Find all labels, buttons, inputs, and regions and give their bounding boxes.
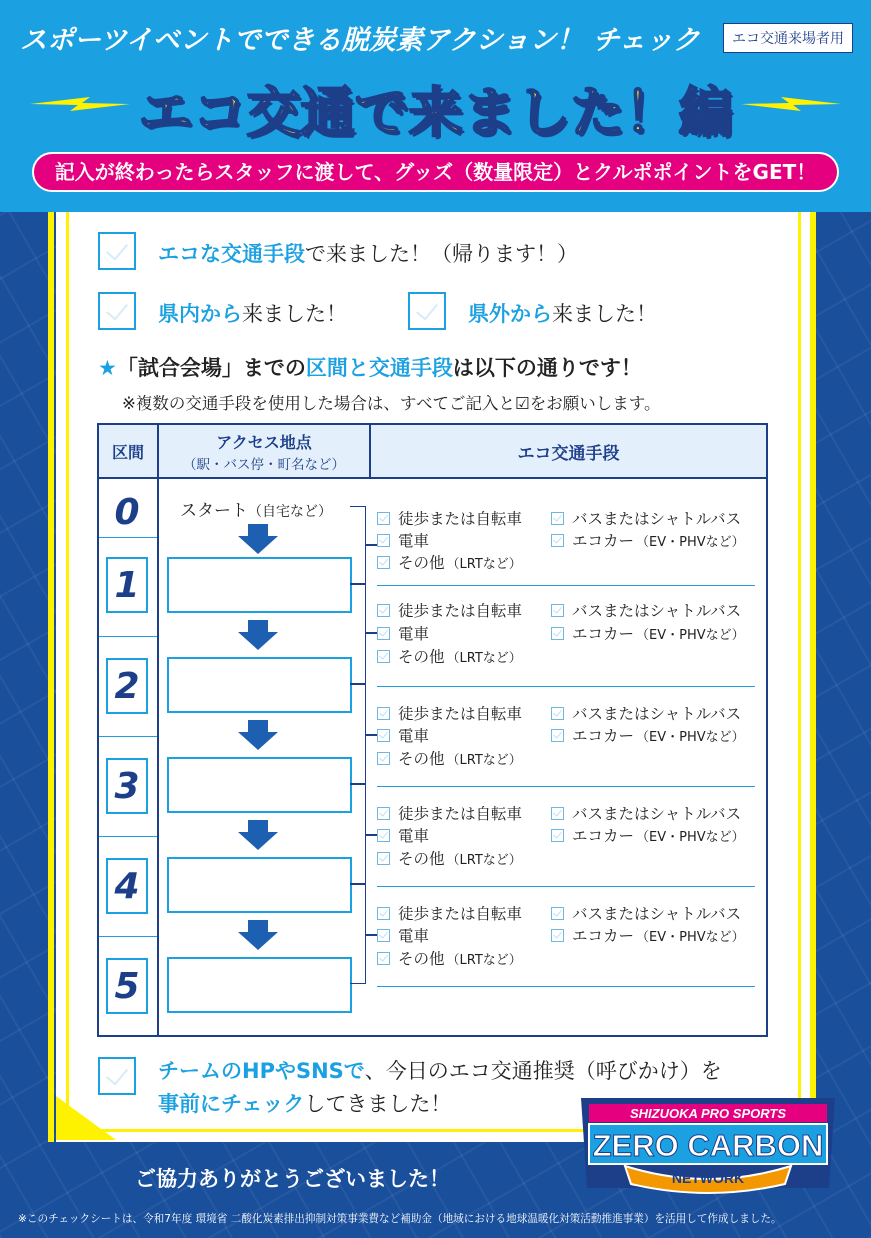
option-separator: [377, 786, 755, 787]
down-arrow-icon: [238, 524, 278, 554]
zero-carbon-network-logo: [575, 1092, 841, 1200]
prior-check-line2: [158, 1088, 451, 1118]
option-label: エコカー: [572, 625, 635, 643]
prior-check-rest2: してきました！: [304, 1092, 452, 1116]
from-outside-rest: 来ました！: [552, 302, 657, 326]
checkbox-icon[interactable]: [551, 512, 564, 525]
section-number-3: 3: [106, 758, 148, 814]
option-train[interactable]: [377, 529, 429, 551]
col-header-access-sub: （駅・バス停・町名など）: [183, 456, 345, 473]
checkbox-icon[interactable]: [551, 729, 564, 742]
bracket-connector: [350, 684, 366, 784]
right-yellow-stripe: [810, 212, 816, 1142]
option-label: その他: [398, 648, 445, 666]
checkbox-icon[interactable]: [377, 807, 390, 820]
option-label: バスまたはシャトルバス: [572, 510, 742, 528]
option-label: 徒歩または自転車: [398, 805, 523, 823]
option-other[interactable]: [377, 847, 522, 869]
col-header-access-main: アクセス地点: [216, 432, 312, 452]
option-label: バスまたはシャトルバス: [572, 705, 742, 723]
option-train[interactable]: [377, 824, 429, 846]
option-sublabel: （LRTなど）: [446, 752, 522, 768]
multiple-transport-note: ※複数の交通手段を使用した場合は、すべてご記入と☑をお願いします。: [122, 394, 661, 413]
footnote: ※このチェックシートは、令和7年度 環境省 二酸化炭素排出抑制対策事業費など補助金（地域における地球温暖化対策活動推進事業）を活用して作成しました。: [18, 1213, 782, 1225]
star-icon: ★: [98, 356, 117, 380]
option-label: その他: [398, 750, 445, 768]
option-label: 電車: [398, 727, 430, 745]
from-inside-highlight: 県内から: [158, 302, 242, 326]
eco-transport-highlight: エコな交通手段: [158, 242, 305, 266]
row-separator: [99, 936, 157, 937]
bracket-connector: [350, 506, 366, 584]
option-train[interactable]: [377, 724, 429, 746]
option-sublabel: （LRTなど）: [446, 556, 522, 572]
checkbox-icon[interactable]: [377, 556, 390, 569]
option-other[interactable]: [377, 947, 522, 969]
option-sublabel: （EV・PHVなど）: [636, 729, 745, 745]
option-label: その他: [398, 950, 445, 968]
option-sublabel: （EV・PHVなど）: [636, 534, 745, 550]
checkbox-icon[interactable]: [377, 604, 390, 617]
down-arrow-icon: [238, 720, 278, 750]
from-inside-label: [158, 298, 347, 328]
option-ecocar[interactable]: [551, 622, 745, 644]
eco-transport-rest: で来ました！（帰ります！）: [305, 242, 578, 266]
option-sublabel: （EV・PHVなど）: [636, 929, 745, 945]
thanks-message: ご協力ありがとうございました！: [135, 1167, 450, 1191]
bracket-connector: [350, 884, 366, 984]
checkbox-icon[interactable]: [551, 807, 564, 820]
option-separator: [377, 886, 755, 887]
table-header: [99, 425, 766, 479]
option-ecocar[interactable]: [551, 924, 745, 946]
option-label: 徒歩または自転車: [398, 510, 523, 528]
option-train[interactable]: [377, 924, 429, 946]
option-label: バスまたはシャトルバス: [572, 805, 742, 823]
checkbox-icon[interactable]: [377, 929, 390, 942]
section-number-1: 1: [106, 557, 148, 613]
option-label: その他: [398, 850, 445, 868]
down-arrow-icon: [238, 620, 278, 650]
option-label: エコカー: [572, 827, 635, 845]
option-train[interactable]: [377, 622, 429, 644]
left-yellow-stripe: [48, 212, 54, 1142]
option-walk[interactable]: [377, 802, 522, 824]
checkbox-icon[interactable]: [377, 907, 390, 920]
bracket-connector: [350, 584, 366, 684]
row-separator: [99, 736, 157, 737]
checkbox-icon[interactable]: [551, 604, 564, 617]
row-separator: [99, 537, 157, 538]
yellow-corner-triangle: [56, 1096, 116, 1140]
logo-top-text: SHIZUOKA PRO SPORTS: [629, 1106, 787, 1121]
option-label: エコカー: [572, 727, 635, 745]
intro-part1: 「試合会場」までの: [116, 356, 306, 380]
option-label: バスまたはシャトルバス: [572, 905, 742, 923]
from-outside-highlight: 県外から: [468, 302, 552, 326]
checkbox-from-outside[interactable]: [408, 292, 446, 330]
start-label: [180, 496, 332, 521]
section-number-4: 4: [106, 858, 148, 914]
option-ecocar[interactable]: [551, 529, 745, 551]
col-header-transport: エコ交通手段: [517, 443, 620, 464]
column-divider: [157, 479, 159, 1035]
from-outside-label: [468, 298, 657, 328]
row-separator: [99, 836, 157, 837]
option-label: エコカー: [572, 927, 635, 945]
checkbox-icon[interactable]: [551, 907, 564, 920]
eco-transport-label: [158, 238, 578, 268]
option-ecocar[interactable]: [551, 724, 745, 746]
start-label-sub: （自宅など）: [248, 504, 332, 520]
logo-bottom-text: NETWORK: [671, 1170, 745, 1186]
option-label: その他: [398, 554, 445, 572]
section-number-0: 0: [114, 492, 140, 533]
option-sublabel: （LRTなど）: [446, 650, 522, 666]
bracket-connector: [350, 784, 366, 884]
option-separator: [377, 585, 755, 586]
checkbox-icon[interactable]: [377, 707, 390, 720]
access-point-input-4[interactable]: [167, 857, 352, 913]
option-label: 電車: [398, 927, 430, 945]
prior-check-highlight1: チームのHPやSNSで: [158, 1059, 365, 1083]
prior-check-line1: [158, 1055, 722, 1085]
start-label-main: スタート: [180, 501, 248, 521]
option-walk[interactable]: [377, 702, 522, 724]
header-badge: エコ交通来場者用: [723, 23, 853, 53]
checkbox-icon[interactable]: [551, 829, 564, 842]
instructions-banner: 記入が終わったらスタッフに渡して、グッズ（数量限定）とクルポポイントをGET！: [32, 152, 839, 192]
access-point-input-1[interactable]: [167, 557, 352, 613]
checkbox-icon[interactable]: [377, 627, 390, 640]
option-sublabel: （EV・PHVなど）: [636, 627, 745, 643]
checkbox-icon[interactable]: [551, 929, 564, 942]
checkbox-eco-transport[interactable]: [98, 232, 136, 270]
option-label: エコカー: [572, 532, 635, 550]
option-bus[interactable]: [551, 507, 741, 529]
col-header-access: [159, 425, 371, 477]
header: [0, 0, 871, 212]
option-walk[interactable]: [377, 902, 522, 924]
header-title: スポーツイベントでできる脱炭素アクション！ チェック: [20, 25, 700, 56]
option-walk[interactable]: [377, 599, 522, 621]
checkbox-icon[interactable]: [551, 627, 564, 640]
intro-highlight: 区間と交通手段: [305, 356, 453, 380]
option-sublabel: （EV・PHVなど）: [636, 829, 745, 845]
option-label: 電車: [398, 532, 430, 550]
checkbox-icon[interactable]: [377, 829, 390, 842]
option-label: バスまたはシャトルバス: [572, 602, 742, 620]
option-walk[interactable]: [377, 507, 522, 529]
checkbox-prior-check[interactable]: [98, 1057, 136, 1095]
col-header-section: 区間: [99, 425, 159, 477]
option-separator: [377, 986, 755, 987]
option-other[interactable]: [377, 645, 522, 667]
option-sublabel: （LRTなど）: [446, 952, 522, 968]
option-label: 電車: [398, 625, 430, 643]
logo-main-text: ZERO CARBON: [592, 1128, 824, 1163]
checkbox-icon[interactable]: [551, 534, 564, 547]
section-number-5: 5: [106, 958, 148, 1014]
checkbox-icon[interactable]: [377, 752, 390, 765]
checkbox-icon[interactable]: [551, 707, 564, 720]
prior-check-highlight2: 事前にチェック: [158, 1092, 305, 1116]
checkbox-icon[interactable]: [377, 650, 390, 663]
checkbox-from-inside[interactable]: [98, 292, 136, 330]
option-label: 徒歩または自転車: [398, 905, 523, 923]
down-arrow-icon: [238, 920, 278, 950]
option-bus[interactable]: [551, 702, 741, 724]
access-point-input-3[interactable]: [167, 757, 352, 813]
checkbox-icon[interactable]: [377, 952, 390, 965]
checkbox-icon[interactable]: [377, 512, 390, 525]
option-bus[interactable]: [551, 902, 741, 924]
access-point-input-2[interactable]: [167, 657, 352, 713]
option-label: 電車: [398, 827, 430, 845]
lightning-right-icon: [741, 93, 841, 115]
option-label: 徒歩または自転車: [398, 705, 523, 723]
option-other[interactable]: [377, 551, 522, 573]
checkbox-icon[interactable]: [377, 729, 390, 742]
down-arrow-icon: [238, 820, 278, 850]
option-bus[interactable]: [551, 802, 741, 824]
section-number-2: 2: [106, 658, 148, 714]
option-sublabel: （LRTなど）: [446, 852, 522, 868]
option-ecocar[interactable]: [551, 824, 745, 846]
intro-part2: は以下の通りです！: [452, 356, 642, 380]
option-other[interactable]: [377, 747, 522, 769]
option-bus[interactable]: [551, 599, 741, 621]
checkbox-icon[interactable]: [377, 534, 390, 547]
checkbox-icon[interactable]: [377, 852, 390, 865]
option-separator: [377, 686, 755, 687]
option-label: 徒歩または自転車: [398, 602, 523, 620]
row-separator: [99, 636, 157, 637]
main-title: エコ交通で来ました！編: [138, 81, 733, 144]
prior-check-rest1: 、今日のエコ交通推奨（呼びかけ）を: [364, 1059, 722, 1083]
from-inside-rest: 来ました！: [242, 302, 347, 326]
access-point-input-5[interactable]: [167, 957, 352, 1013]
section-intro: [98, 352, 642, 382]
